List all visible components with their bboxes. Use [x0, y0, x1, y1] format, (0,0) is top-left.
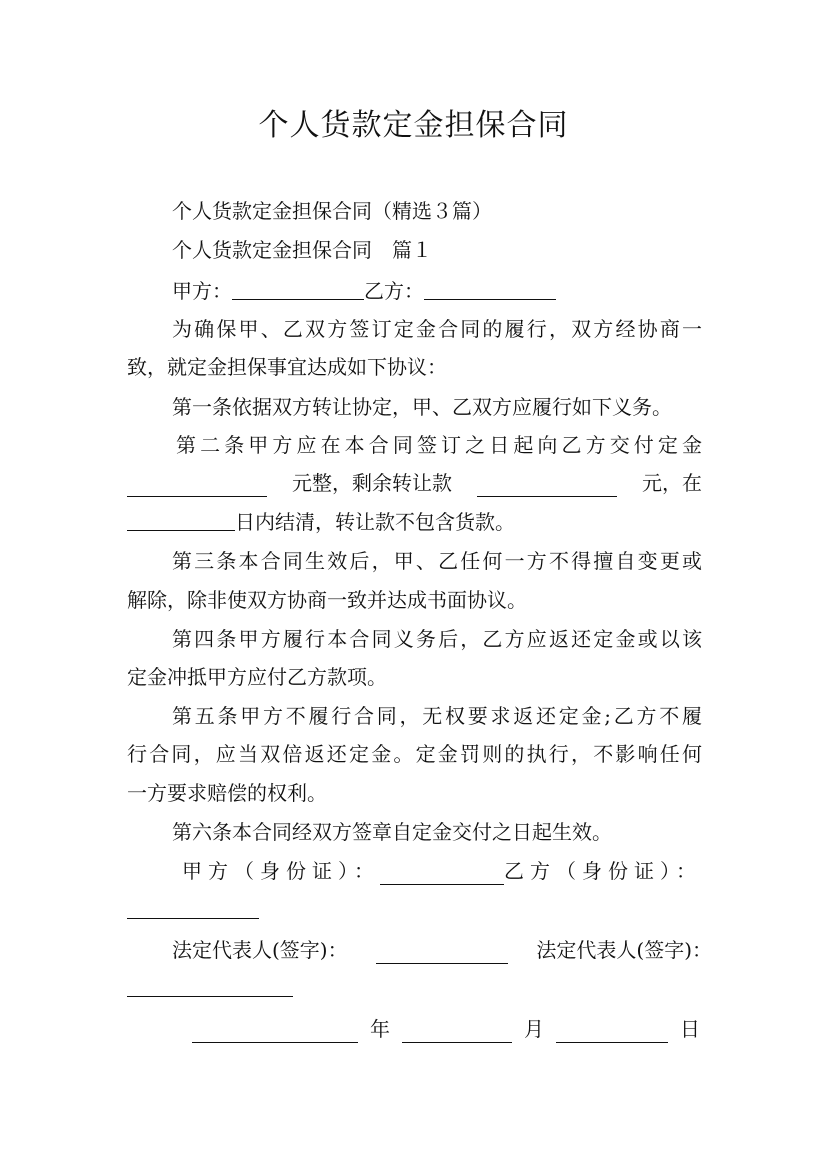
article-2-seg-1: 元整，剩余转让款 [292, 471, 452, 495]
rep-a-label: 法定代表人(签字)： [172, 938, 348, 962]
sign-b-label: 乙方（身份证）： [504, 859, 702, 883]
rep-b-blank [127, 976, 293, 997]
article-5-line-1: 第五条甲方不履行合同，无权要求返还定金;乙方不履 [172, 704, 702, 728]
party-a-label: 甲方： [172, 279, 232, 303]
article-4-line-2: 定金冲抵甲方应付乙方款项。 [127, 665, 387, 689]
rep-b-blank-line [127, 974, 293, 1002]
sign-b-blank [127, 898, 259, 919]
article-5-line-3: 一方要求赔偿的权利。 [127, 781, 327, 805]
article-4-line-1: 第四条甲方履行本合同义务后，乙方应返还定金或以该 [172, 627, 702, 651]
year-blank [192, 1022, 358, 1043]
article-3-line-1: 第三条本合同生效后，甲、乙任何一方不得擅自变更或 [172, 549, 702, 573]
article-1: 第一条依据双方转让协定，甲、乙双方应履行如下义务。 [172, 395, 672, 419]
parties-line [172, 277, 556, 305]
sign-a-label: 甲方（身份证）： [182, 859, 380, 883]
signature-line [182, 857, 702, 885]
rep-line [172, 936, 712, 964]
article-3-line-2: 解除，除非使双方协商一致并达成书面协议。 [127, 588, 527, 612]
year-label: 年 [370, 1017, 390, 1041]
subtitle: 个人货款定金担保合同（精选３篇） [172, 199, 492, 223]
article-2-line-2 [127, 469, 702, 497]
document-title: 个人货款定金担保合同 [258, 108, 569, 143]
intro-line-1: 为确保甲、乙双方签订定金合同的履行，双方经协商一 [172, 317, 702, 341]
party-b-blank [424, 279, 556, 300]
day-label: 日 [680, 1017, 700, 1041]
article-2-seg-2: 元，在 [642, 471, 702, 495]
party-a-blank [232, 279, 364, 300]
intro-line-2: 致，就定金担保事宜达成如下协议： [127, 355, 447, 379]
deposit-amount-blank [127, 476, 267, 497]
article-2-line-3 [127, 508, 515, 536]
party-b-label: 乙方： [364, 279, 424, 303]
month-blank [402, 1022, 512, 1043]
date-line [192, 1015, 700, 1043]
remaining-amount-blank [477, 476, 617, 497]
article-2-line-1: 第二条甲方应在本合同签订之日起向乙方交付定金 [176, 433, 702, 457]
sign-a-blank [380, 864, 504, 885]
article-6: 第六条本合同经双方签章自定金交付之日起生效。 [172, 820, 612, 844]
rep-a-blank [376, 943, 508, 964]
sign-b-blank-line [127, 896, 259, 924]
article-2-seg-3: 日内结清，转让款不包含货款。 [235, 510, 515, 534]
day-blank [556, 1022, 668, 1043]
section-heading: 个人货款定金担保合同 篇１ [172, 238, 432, 262]
article-5-line-2: 行合同，应当双倍返还定金。定金罚则的执行，不影响任何 [127, 742, 702, 766]
month-label: 月 [524, 1017, 544, 1041]
rep-b-label: 法定代表人(签字)： [536, 938, 712, 962]
days-blank [127, 510, 235, 531]
